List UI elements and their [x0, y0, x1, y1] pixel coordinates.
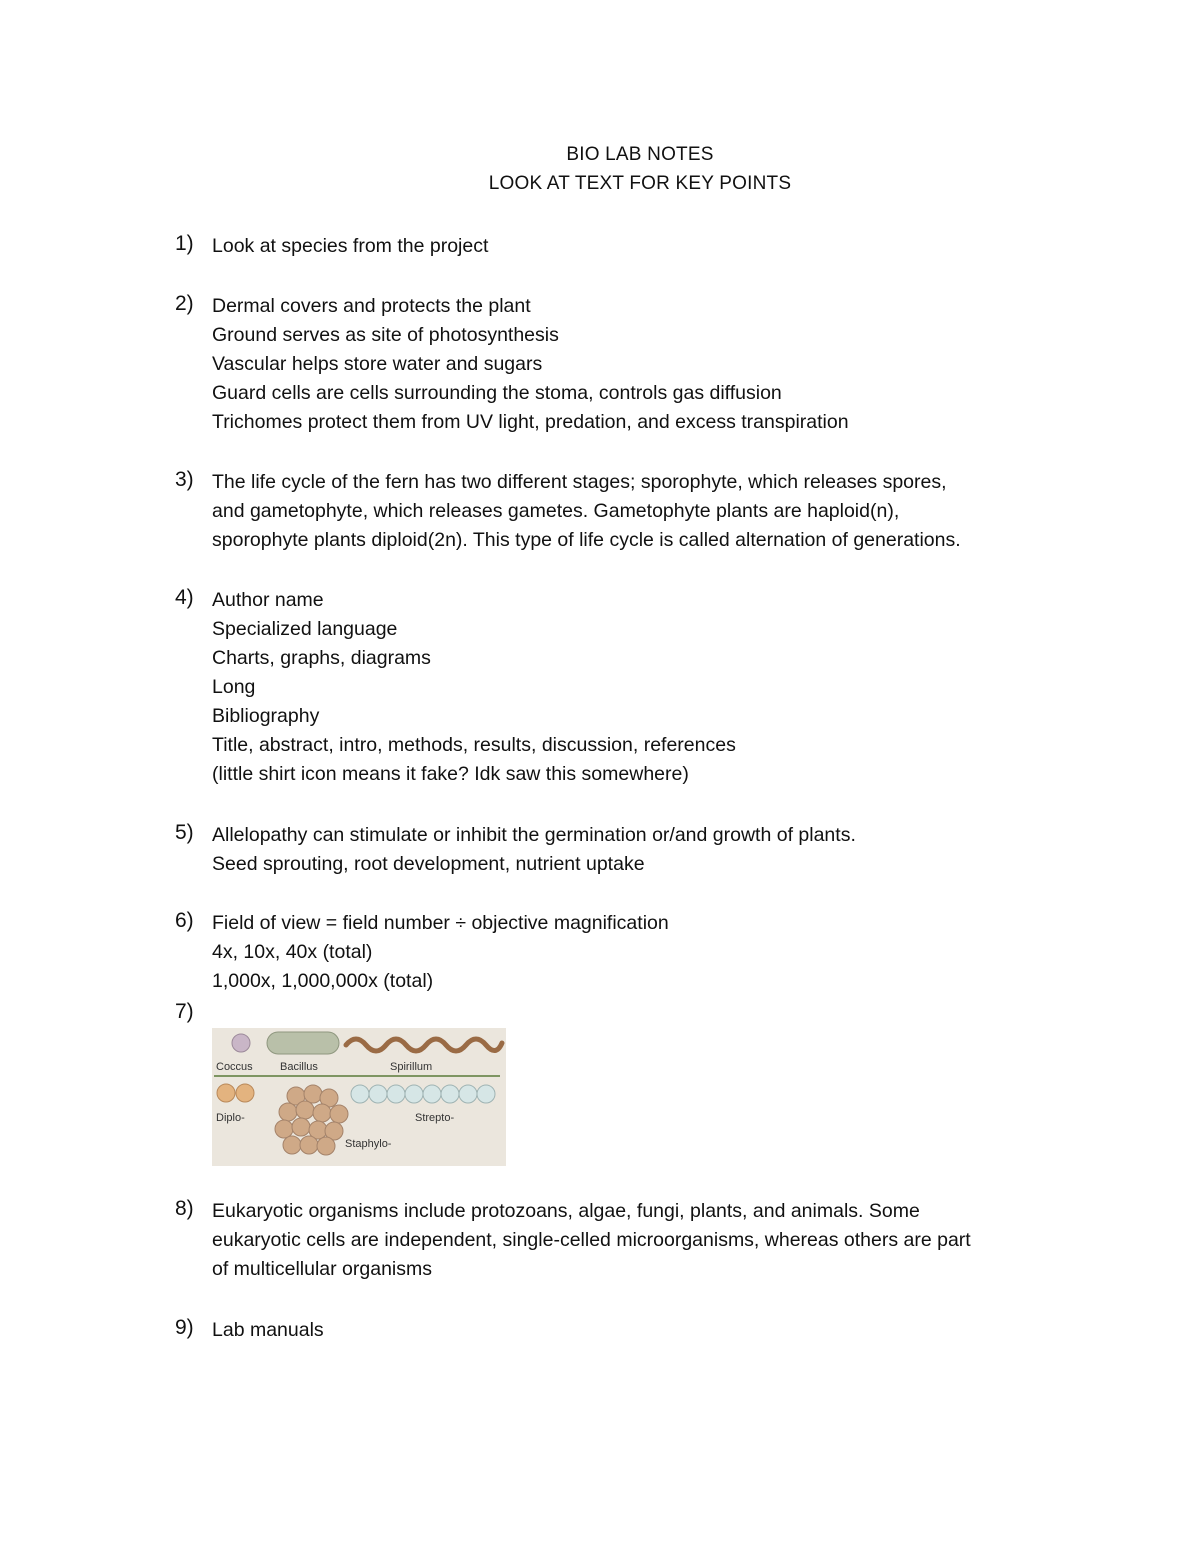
item-line: Long	[212, 676, 256, 698]
strepto-cell	[387, 1085, 405, 1103]
strepto-chain	[351, 1085, 495, 1103]
item-number: 3)	[175, 468, 194, 491]
staphylo-cell	[330, 1105, 348, 1123]
strepto-cell	[441, 1085, 459, 1103]
bacillus-cell	[267, 1032, 339, 1054]
item-line: (little shirt icon means it fake? Idk saw this somewhere)	[212, 763, 689, 785]
strepto-cell	[351, 1085, 369, 1103]
item-number: 6)	[175, 909, 194, 932]
item-number: 9)	[175, 1316, 194, 1339]
diplo-cell	[217, 1084, 235, 1102]
diplo-cell	[236, 1084, 254, 1102]
item-line: Vascular helps store water and sugars	[212, 353, 543, 375]
staphylo-label: Staphylo-	[345, 1138, 392, 1150]
item-line: Charts, graphs, diagrams	[212, 647, 431, 669]
strepto-label: Strepto-	[415, 1112, 455, 1124]
item-line: Seed sprouting, root development, nutrient uptake	[212, 853, 645, 875]
staphylo-cell	[275, 1120, 293, 1138]
item-line: Dermal covers and protects the plant	[212, 295, 531, 317]
item-number: 7)	[175, 1000, 194, 1023]
item-line: Field of view = field number ÷ objective magnification	[212, 912, 669, 934]
strepto-cell	[369, 1085, 387, 1103]
bacteria-shapes-diagram	[212, 1028, 506, 1166]
strepto-cell	[423, 1085, 441, 1103]
item-line: Allelopathy can stimulate or inhibit the germination or/and growth of plants.	[212, 824, 856, 846]
item-line: sporophyte plants diploid(2n). This type of life cycle is called alternation of generations.	[212, 529, 961, 551]
item-line: Ground serves as site of photosynthesis	[212, 324, 559, 346]
bacillus-label: Bacillus	[280, 1061, 318, 1073]
staphylo-cell	[283, 1136, 301, 1154]
item-line: Eukaryotic organisms include protozoans, algae, fungi, plants, and animals. Some	[212, 1200, 920, 1222]
item-line: Look at species from the project	[212, 235, 489, 257]
item-line: eukaryotic cells are independent, single-celled microorganisms, whereas others are part	[212, 1229, 971, 1251]
staphylo-cell	[313, 1104, 331, 1122]
item-number: 8)	[175, 1197, 194, 1220]
item-line: Bibliography	[212, 705, 320, 727]
strepto-cell	[477, 1085, 495, 1103]
staphylo-cell	[317, 1137, 335, 1155]
diplo-label: Diplo-	[216, 1112, 245, 1124]
staphylo-cluster	[275, 1085, 348, 1155]
item-line: Guard cells are cells surrounding the stoma, controls gas diffusion	[212, 382, 782, 404]
coccus-label: Coccus	[216, 1061, 253, 1073]
item-line: The life cycle of the fern has two different stages; sporophyte, which releases spores,	[212, 471, 947, 493]
staphylo-cell	[279, 1103, 297, 1121]
spirillum-cell	[346, 1039, 502, 1051]
strepto-cell	[405, 1085, 423, 1103]
spirillum-label: Spirillum	[390, 1061, 433, 1073]
bacteria-shapes-figure	[212, 1028, 506, 1166]
staphylo-cell	[292, 1118, 310, 1136]
item-number: 1)	[175, 232, 194, 255]
document-subtitle: LOOK AT TEXT FOR KEY POINTS	[488, 173, 792, 194]
item-number: 2)	[175, 292, 194, 315]
document-title: BIO LAB NOTES	[566, 144, 714, 165]
item-line: 4x, 10x, 40x (total)	[212, 941, 373, 963]
item-line: of multicellular organisms	[212, 1258, 432, 1280]
staphylo-cell	[304, 1085, 322, 1103]
item-line: Title, abstract, intro, methods, results, discussion, references	[212, 734, 736, 756]
item-line: Trichomes protect them from UV light, predation, and excess transpiration	[212, 411, 849, 433]
item-line: Author name	[212, 589, 324, 611]
item-line: Lab manuals	[212, 1319, 324, 1341]
staphylo-cell	[300, 1136, 318, 1154]
item-line: Specialized language	[212, 618, 398, 640]
strepto-cell	[459, 1085, 477, 1103]
item-line: and gametophyte, which releases gametes. Gametophyte plants are haploid(n),	[212, 500, 900, 522]
item-number: 4)	[175, 586, 194, 609]
item-number: 5)	[175, 821, 194, 844]
coccus-cell	[232, 1034, 250, 1052]
staphylo-cell	[296, 1101, 314, 1119]
item-line: 1,000x, 1,000,000x (total)	[212, 970, 434, 992]
